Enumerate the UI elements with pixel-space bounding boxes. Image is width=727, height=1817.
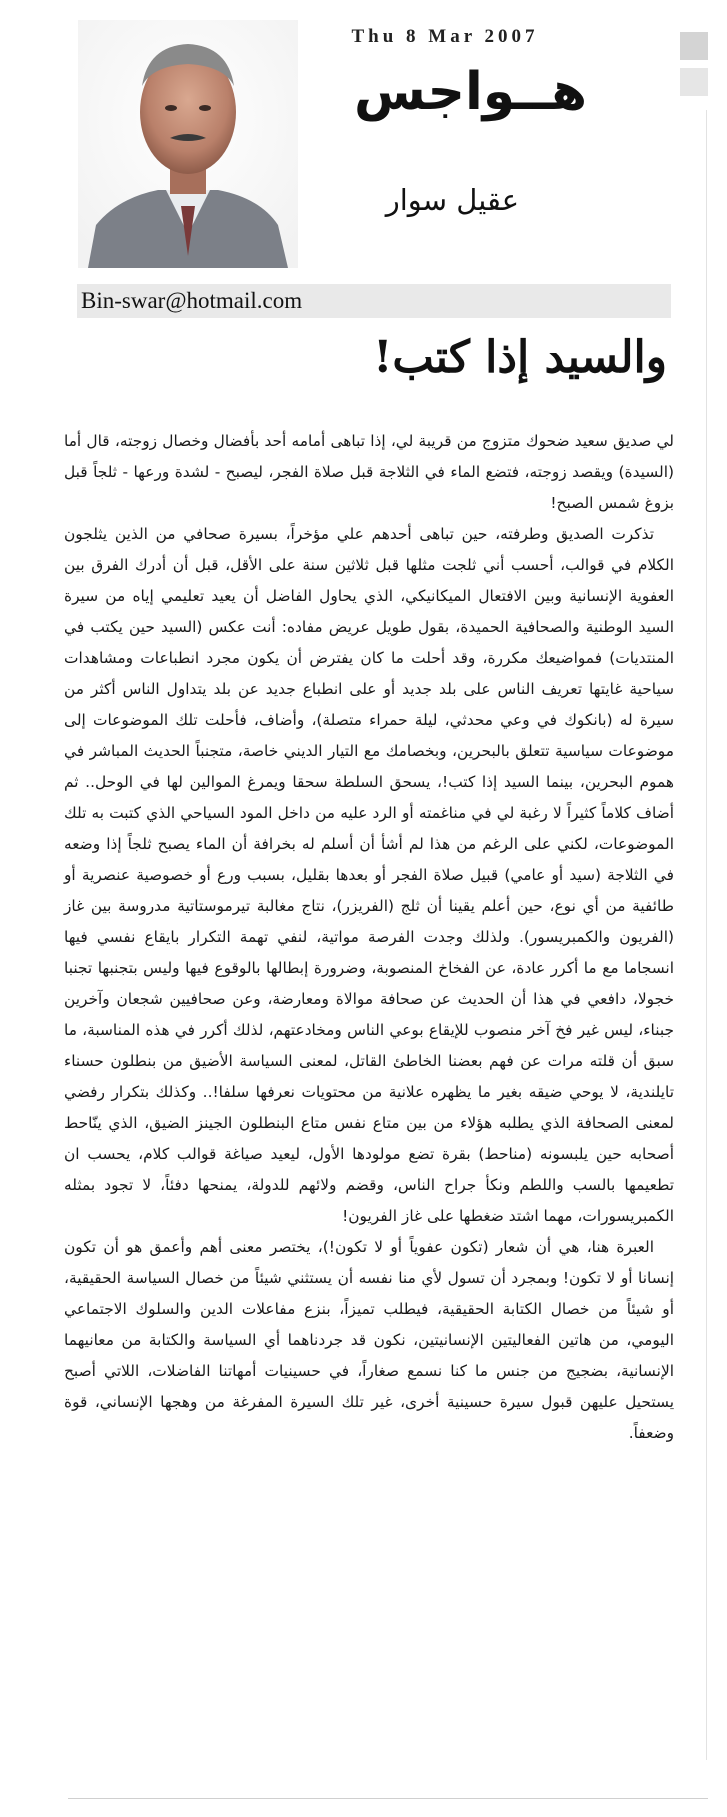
article-headline: والسيد إذا كتب! xyxy=(373,332,667,383)
author-email[interactable]: Bin-swar@hotmail.com xyxy=(77,284,671,318)
page-divider xyxy=(68,1798,708,1799)
corner-marker xyxy=(680,68,708,96)
author-portrait xyxy=(78,20,298,268)
article-paragraph: لي صديق سعيد ضحوك متزوج من قريبة لي، إذا تباهى أمامه أحد بأفضال وخصال زوجته، قال أما (السيدة) ويقصد زوجته، فتضع الماء في الثلاجة قبل صلاة الفجر، ليصبح - لشدة ورعها - ثلجاً قبل بزوغ شمس الصبح! xyxy=(64,432,674,512)
column-divider xyxy=(706,110,707,1760)
article-paragraph: العبرة هنا، هي أن شعار (تكون عفوياً أو لا تكون!)، يختصر معنى أهم وأعمق هو أن تكون إنسانا أو لا تكون! وبمجرد أن تسول لأي منا نفسه أن يستثني شيئاً من خصال السياسة الحقيقية، أو شيئاً من خصال الكتابة الحقيقية، فيطلب تميزاً، بنزع مفاعلات الدين والسلوك الاجتماعي اليومي، من هاتين الفعاليتين الإنسانيتين، نكون قد جردناهما أي السياسة والكتابة من معانيهما الإنسانية، بضجيج من جنس ما كنا نسمع صغاراً، في حسينيات أمهاتنا الفاضلات، اللاتي أصبح يستحيل عليهن قبول سيرة حسينية أخرى، غير تلك السيرة المفرغة من وهجها الإنساني، قوة وضعفاً. xyxy=(64,1238,674,1442)
article-body xyxy=(64,426,674,1449)
date-line: Thu 8 Mar 2007 xyxy=(351,26,539,47)
corner-marker xyxy=(680,32,708,60)
column-title: هــواجس xyxy=(353,62,587,122)
article-paragraph: تذكرت الصديق وطرفته، حين تباهى أحدهم علي مؤخراً، بسيرة صحافي من الذين يثلجون الكلام في قوالب، أحسب أني ثلجت مثلها قبل ثلاثين سنة على الأقل، قبل أن أدرك الفرق بين العفوية الإنسانية وبين الافتعال الميكانيكي، الذي يحاول الفاضل أن يعيد تعليمي إياه من سيرة السيد الوطنية والصحافية الحميدة، بقول طويل عريض مفاده: أنت عكس (السيد حين يكتب في المنتديات) فمواضيعك مكررة، وقد أحلت ما كان يفترض أن يكون مجرد انطباعات ومشاهدات سياحية غايتها تعريف الناس على بلد جديد أو على انطباع جديد عن بلد يتداول الناس أكثر من سيرة له (بانكوك في وعي محدثي، ليلة حمراء متصلة)، وأضاف، فأحلت تلك الموضوعات إلى موضوعات سياسية تتعلق بالبحرين، وبخصامك مع التيار الديني خاصة، متجنباً الحديث المباشر في هموم البحرين، بينما السيد إذا كتب!، يسحق السلطة سحقا ويمرغ الموالين لها في الوحل.. ثم أضاف كلاماً كثيراً لا رغبة لي في مناغمته أو الرد عليه من داخل المود السياحي الذي كتبت به تلك الموضوعات، لكني على الرغم من هذا لم أشأ أن أسلم له بخرافة أن الماء يصبح ثلجاً إذا وضعه في الثلاجة (سيد أو عامي) قبيل صلاة الفجر أو بعدها بقليل، بسبب ورع أو خصوصية عنصرية أو طائفية من أي نوع، حين أعلم يقينا أن ثلج (الفريزر)، نتاج مغالبة تيرموستاتية مدروسة بين غاز (الفريون والكمبريسور). ولذلك وجدت الفرصة مواتية، لنفي تهمة التكرار بايقاع نفسي فيها انسجاما مع ما أكرر عادة، عن الفخاخ المنصوبة، وضرورة إبطالها بالوقوع فيها وليس بتجنبها تجنبا خجولا، دافعي في هذا أن الحديث عن صحافة موالاة ومعارضة، وعن صحافيين شجعان وآخرين جبناء، ليس غير فخ آخر منصوب للإيقاع بوعي الناس ومخادعتهم، لذلك أكرر في هذه المناسبة، ما سبق أن قلته مرات عن فهم بعضنا الخاطئ القاتل، لمعنى السياسة الأضيق من بنطلون حسناء تايلندية، لا يوحي ضيقه بغير ما يظهره علانية من محتويات نعرفها سلفا!.. وكذلك بتكرار رفضي لمعنى الصحافة الذي يطلبه هؤلاء من بين متاع نفس متاع البنطلون الجينز الضيق، الذي ينّاحط أصحابه حين يلبسونه (مناحط) بقرة تضع مولودها الأول، ليعيد صياغة قوالب كلام، يحسب ان تطعيمها بالسب واللطم ونكأ جراح الناس، وقضم ولائهم للدولة، يمنحها دفئاً، لا تجود بمثله الكمبريسورات، مهما اشتد ضغطها على غاز الفريون! xyxy=(64,525,674,1225)
author-name: عقيل سوار xyxy=(385,183,519,217)
